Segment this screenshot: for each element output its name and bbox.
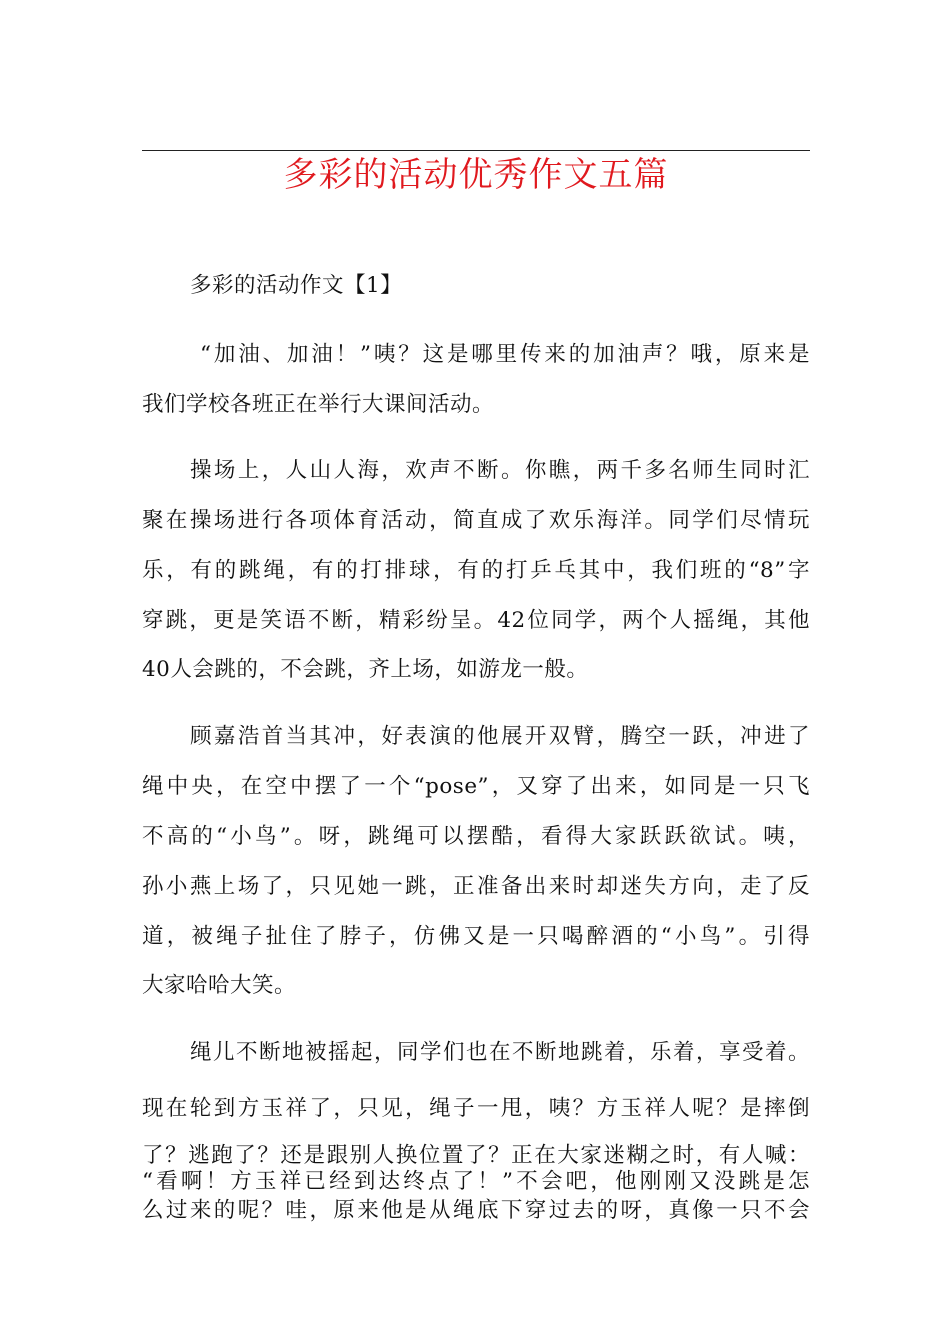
text-line: 大家哈哈大笑。 [142, 973, 297, 998]
header-rule [142, 150, 810, 151]
text-line: 聚在操场进行各项体育活动，简直成了欢乐海洋。同学们尽情玩 [142, 508, 810, 533]
text-line: 么过来的呢？哇，原来他是从绳底下穿过去的呀，真像一只不会 [142, 1198, 810, 1223]
text-line: 顾嘉浩首当其冲，好表演的他展开双臂，腾空一跃，冲进了 [190, 724, 810, 749]
text-line: 不高的“小鸟”。呀，跳绳可以摆酷，看得大家跃跃欲试。咦， [142, 824, 810, 849]
text-line: 绳中央，在空中摆了一个“pose”，又穿了出来，如同是一只飞 [142, 774, 810, 799]
document-title: 多彩的活动优秀作文五篇 [283, 155, 669, 195]
text-line: 道，被绳子扯住了脖子，仿佛又是一只喝醉酒的“小鸟”。引得 [142, 924, 810, 949]
text-line: 孙小燕上场了，只见她一跳，正准备出来时却迷失方向，走了反 [142, 874, 810, 899]
text-line: 绳儿不断地被摇起，同学们也在不断地跳着，乐着，享受着。 [190, 1040, 810, 1065]
text-line: 我们学校各班正在举行大课间活动。 [142, 392, 495, 417]
text-line: 了？逃跑了？还是跟别人换位置了？正在大家迷糊之时，有人喊： [142, 1143, 810, 1168]
text-line: 穿跳，更是笑语不断，精彩纷呈。42位同学，两个人摇绳，其他 [142, 608, 810, 633]
text-line: 操场上，人山人海，欢声不断。你瞧，两千多名师生同时汇 [190, 458, 810, 483]
text-line: 现在轮到方玉祥了，只见，绳子一甩，咦？方玉祥人呢？是摔倒 [142, 1096, 810, 1121]
text-line: “看啊！方玉祥已经到达终点了！”不会吧，他刚刚又没跳是怎 [142, 1169, 810, 1194]
section-heading: 多彩的活动作文【1】 [190, 273, 403, 298]
text-line: 40人会跳的，不会跳，齐上场，如游龙一般。 [142, 657, 589, 682]
text-line: 乐，有的跳绳，有的打排球，有的打乒乓其中，我们班的“8”字 [142, 558, 810, 583]
text-line: “加油、加油！”咦？这是哪里传来的加油声？哦，原来是 [200, 342, 810, 367]
